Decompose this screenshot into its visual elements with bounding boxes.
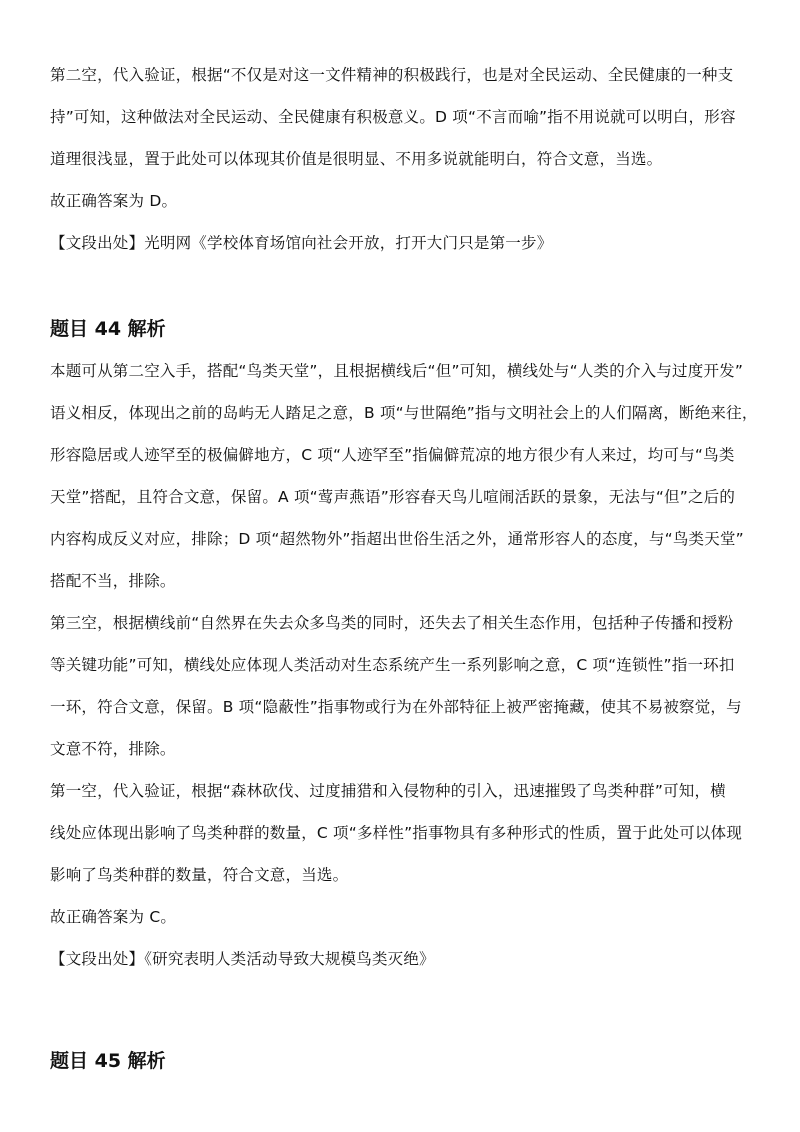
answer-line: 故正确答案为 D。	[50, 192, 178, 210]
text-line: 持”可知，这种做法对全民运动、全民健康有积极意义。D 项“不言而喻”指不用说就可以明白，形容	[50, 108, 736, 126]
explanation-44	[50, 308, 758, 980]
text-line: 影响了鸟类种群的数量，符合文意，当选。	[50, 866, 349, 884]
paragraph-first-blank	[50, 770, 755, 896]
text-line: 第三空，根据横线前“自然界在失去众多鸟类的同时，还失去了相关生态作用，包括种子传播和授粉	[50, 614, 734, 632]
text-line: 一环，符合文意，保留。B 项“隐蔽性”指事物或行为在外部特征上被严密掩藏，使其不易被察觉，与	[50, 698, 742, 716]
text-line: 内容构成反义对应，排除；D 项“超然物外”指超出世俗生活之外，通常形容人的态度，与“鸟类天堂”	[50, 530, 744, 548]
text-line: 第一空，代入验证，根据“森林砍伐、过度捕猎和入侵物种的引入，迅速摧毁了鸟类种群”可知，横	[50, 782, 726, 800]
text-line: 形容隐居或人迹罕至的极偏僻地方，C 项“人迹罕至”指偏僻荒凉的地方很少有人来过，均可与“鸟类	[50, 446, 735, 464]
text-line: 道理很浅显，置于此处可以体现其价值是很明显、不用多说就能明白，符合文意，当选。	[50, 150, 663, 168]
section-heading: 题目 45 解析	[50, 1050, 166, 1072]
text-line: 文意不符，排除。	[50, 740, 176, 758]
text-line: 天堂”搭配，且符合文意，保留。A 项“莺声燕语”形容春天鸟儿喧闹活跃的景象，无法与“但”之后的	[50, 488, 736, 506]
text-line: 线处应体现出影响了鸟类种群的数量，C 项“多样性”指事物具有多种形式的性质，置于此处可以体现	[50, 824, 743, 842]
paragraph-third-blank	[50, 602, 755, 770]
explanation-45	[50, 1040, 755, 1082]
spacer	[50, 980, 755, 1040]
text-line: 搭配不当，排除。	[50, 572, 176, 590]
text-line: 第二空，代入验证，根据“不仅是对这一文件精神的积极践行，也是对全民运动、全民健康的一种支	[50, 66, 734, 84]
text-line: 语义相反，体现出之前的岛屿无人踏足之意，B 项“与世隔绝”指与文明社会上的人们隔离，断绝来往，	[50, 404, 758, 422]
text-line: 等关键功能”可知，横线处应体现人类活动对生态系统产生一系列影响之意，C 项“连锁性”指一环扣	[50, 656, 735, 674]
explanation-43-continued	[50, 54, 755, 264]
paragraph-second-blank	[50, 54, 755, 180]
text-line: 本题可从第二空入手，搭配“鸟类天堂”，且根据横线后“但”可知，横线处与“人类的介入与过度开发”	[50, 362, 744, 380]
paragraph-second-blank	[50, 350, 758, 602]
section-heading: 题目 44 解析	[50, 318, 166, 340]
source-line: 【文段出处】光明网《学校体育场馆向社会开放，打开大门只是第一步》	[50, 234, 553, 252]
answer-line: 故正确答案为 C。	[50, 908, 177, 926]
source-line: 【文段出处】《研究表明人类活动导致大规模鸟类灭绝》	[50, 950, 435, 968]
document-page	[50, 54, 758, 1082]
spacer	[50, 264, 755, 308]
